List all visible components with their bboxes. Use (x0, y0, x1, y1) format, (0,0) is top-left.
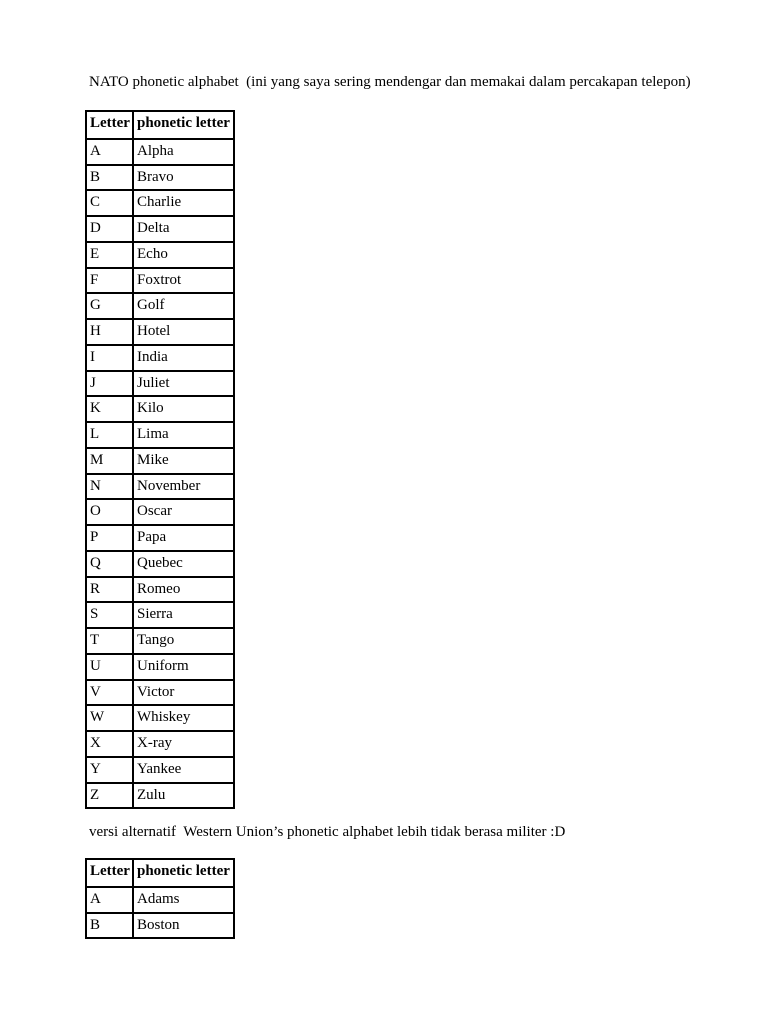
table-row (87, 344, 233, 370)
phonetic-letter-cell: Charlie (137, 194, 182, 211)
table-row (87, 189, 233, 215)
letter-cell: W (87, 706, 134, 730)
phonetic-letter-cell: Golf (137, 297, 165, 314)
letter-cell: I (87, 346, 134, 370)
table-row (87, 318, 233, 344)
phonetic-letter-cell: November (137, 477, 201, 494)
phonetic-letter-cell: Kilo (137, 400, 164, 417)
letter-cell: A (87, 140, 134, 164)
table-row (87, 395, 233, 421)
table-row (87, 447, 233, 473)
phonetic-letter-cell: Lima (137, 426, 169, 442)
letter-cell: X (87, 732, 134, 756)
letter-cell: J (87, 372, 134, 396)
phonetic-letter-cell: Uniform (137, 657, 189, 674)
phonetic-letter-cell: Whiskey (137, 709, 191, 726)
table-header-row (87, 860, 233, 886)
letter-cell: D (87, 217, 134, 241)
table-row (87, 653, 233, 679)
table-row (87, 138, 233, 164)
phonetic-letter-cell: Papa (137, 529, 167, 545)
letter-cell: R (87, 578, 134, 602)
letter-cell: M (87, 449, 134, 473)
phonetic-letter-cell: Adams (137, 890, 180, 907)
phonetic-letter-cell: Delta (137, 220, 170, 236)
phonetic-letter-cell: Alpha (137, 142, 174, 159)
letter-cell: F (87, 269, 134, 293)
letter-cell: U (87, 655, 134, 679)
letter-cell: B (87, 166, 134, 190)
table-row (87, 292, 233, 318)
letter-cell: H (87, 320, 134, 344)
phonetic-letter-cell: Romeo (137, 580, 181, 597)
letter-cell: Y (87, 758, 134, 782)
table-row (87, 601, 233, 627)
phonetic-letter-cell: phonetic letter (137, 115, 230, 131)
table-row (87, 421, 233, 447)
letter-cell: P (87, 526, 134, 550)
letter-cell: S (87, 603, 134, 627)
table-row (87, 498, 233, 524)
table-row (87, 679, 233, 705)
table-row (87, 730, 233, 756)
table-header-row (87, 112, 233, 138)
letter-cell: Letter (87, 860, 134, 886)
letter-cell: C (87, 191, 134, 215)
letter-cell: A (87, 888, 134, 912)
letter-cell: Z (87, 784, 134, 808)
phonetic-letter-cell: India (137, 348, 168, 365)
phonetic-letter-cell: Zulu (137, 786, 166, 803)
table-row (87, 524, 233, 550)
letter-cell: T (87, 629, 134, 653)
letter-cell: V (87, 681, 134, 705)
table-row (87, 576, 233, 602)
table-row (87, 215, 233, 241)
phonetic-letter-cell: Boston (137, 916, 180, 933)
phonetic-letter-cell: Tango (137, 632, 175, 648)
nato-phonetic-table (85, 110, 235, 809)
phonetic-letter-cell: phonetic letter (137, 863, 230, 879)
letter-cell: G (87, 294, 134, 318)
phonetic-letter-cell: Mike (137, 451, 169, 468)
nato-intro-text: NATO phonetic alphabet (ini yang saya sering mendengar dan memakai dalam percakapan telepon) (89, 74, 691, 90)
western-union-phonetic-table (85, 858, 235, 939)
phonetic-letter-cell: Hotel (137, 323, 171, 339)
letter-cell: N (87, 475, 134, 499)
table-row (87, 164, 233, 190)
table-row (87, 912, 233, 938)
letter-cell: E (87, 243, 134, 267)
phonetic-letter-cell: Sierra (137, 606, 173, 623)
phonetic-letter-cell: Bravo (137, 168, 174, 185)
letter-cell: Q (87, 552, 134, 576)
phonetic-letter-cell: Yankee (137, 760, 182, 777)
table-row (87, 782, 233, 808)
table-row (87, 756, 233, 782)
letter-cell: O (87, 500, 134, 524)
phonetic-letter-cell: Victor (137, 683, 175, 700)
western-union-intro-text: versi alternatif Western Union’s phonetic alphabet lebih tidak berasa militer :D (89, 824, 566, 840)
table-row (87, 550, 233, 576)
table-row (87, 473, 233, 499)
table-row (87, 267, 233, 293)
phonetic-letter-cell: Echo (137, 245, 168, 262)
letter-cell: B (87, 914, 134, 938)
phonetic-letter-cell: Oscar (137, 503, 172, 520)
table-row (87, 241, 233, 267)
table-row (87, 704, 233, 730)
letter-cell: L (87, 423, 134, 447)
table-row (87, 886, 233, 912)
phonetic-letter-cell: Foxtrot (137, 271, 182, 288)
table-row (87, 370, 233, 396)
table-row (87, 627, 233, 653)
letter-cell: K (87, 397, 134, 421)
letter-cell: Letter (87, 112, 134, 138)
phonetic-letter-cell: Juliet (137, 374, 170, 391)
phonetic-letter-cell: X-ray (137, 735, 172, 751)
phonetic-letter-cell: Quebec (137, 554, 183, 571)
